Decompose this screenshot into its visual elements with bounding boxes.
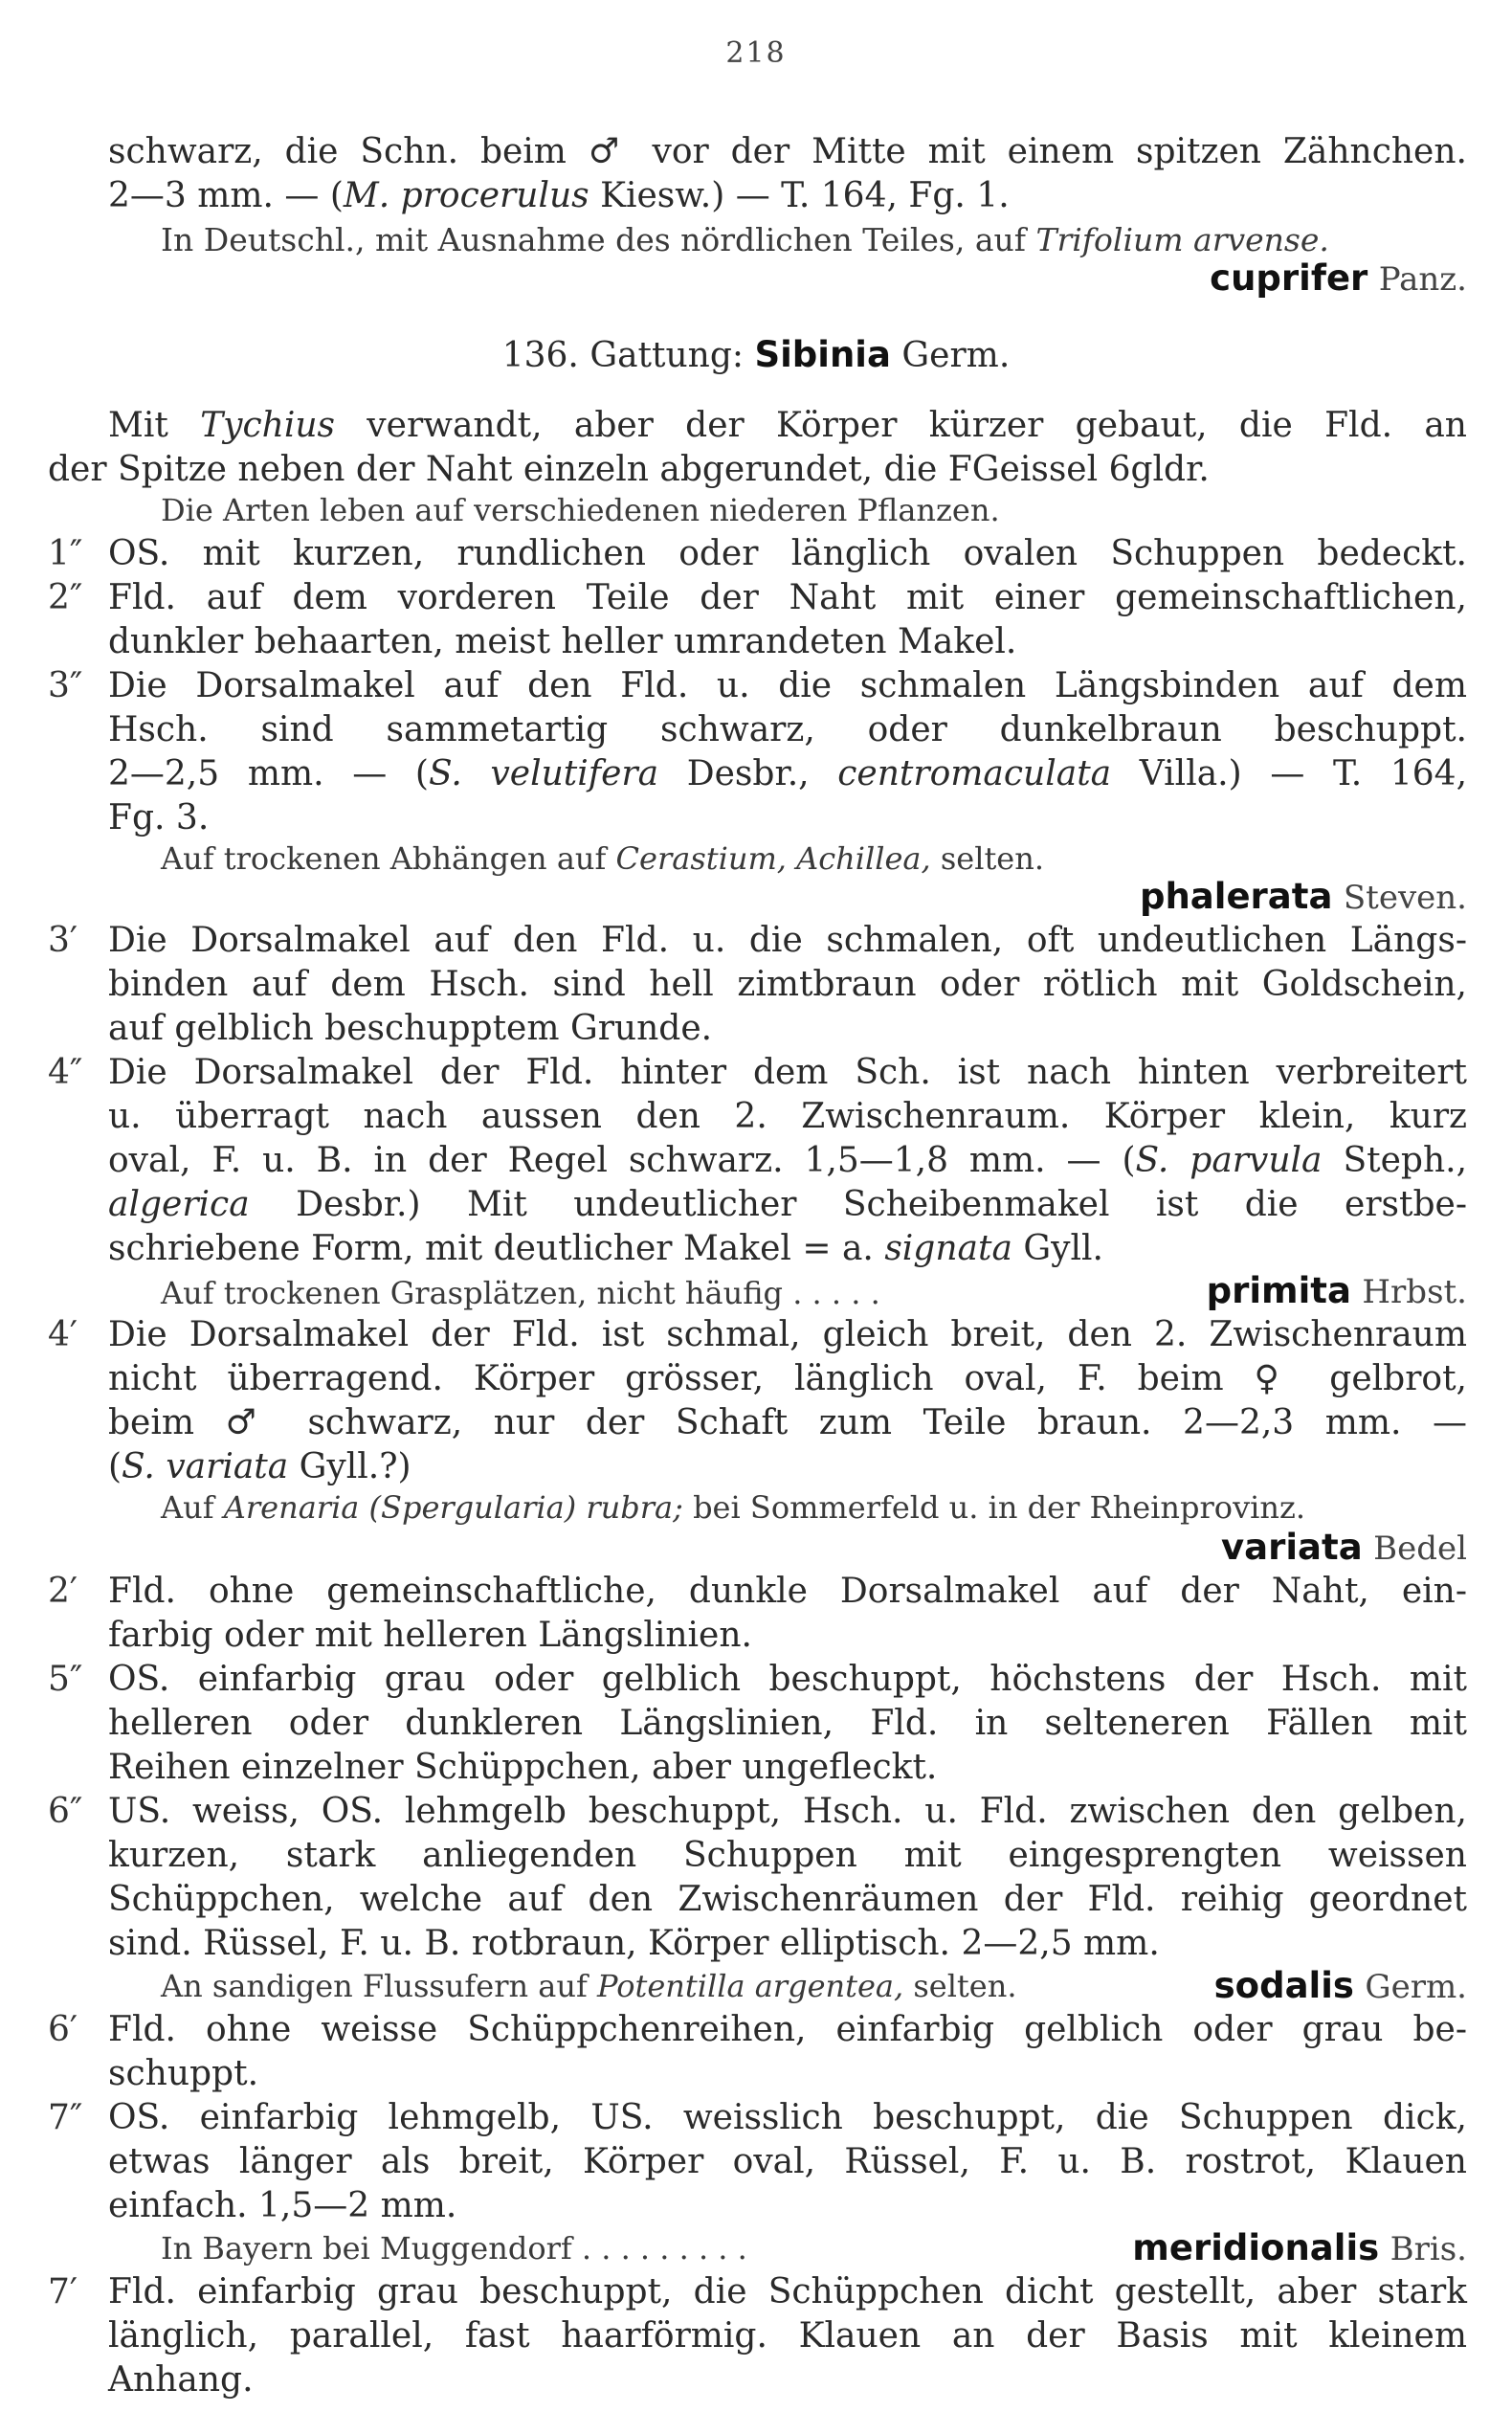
text-line: Auf trockenen Grasplätzen, nicht häufig . . . . . <box>161 1275 880 1311</box>
species-entry <box>1210 257 1467 301</box>
text-line: schwarz, die Schn. beim ♂ vor der Mitte mit einem spitzen Zähnchen. <box>108 132 1467 171</box>
key-number: 3″ <box>48 666 83 705</box>
key-number: 6″ <box>48 1792 83 1831</box>
text-line: Fld. einfarbig grau beschuppt, die Schüppchen dicht gestellt, aber stark <box>108 2272 1467 2311</box>
species-entry <box>1214 1964 1467 2009</box>
species-name: phalerata <box>1139 876 1333 917</box>
species-author: Germ. <box>1365 1968 1467 2006</box>
text-line: beim ♂ schwarz, nur der Schaft zum Teile braun. 2—2,3 mm. — <box>108 1403 1467 1442</box>
text-line: schuppt. <box>108 2054 259 2093</box>
key-number: 2′ <box>48 1572 78 1611</box>
key-number: 4″ <box>48 1053 83 1092</box>
page-number: 218 <box>725 36 787 70</box>
text-line: helleren oder dunkleren Längslinien, Fld. in selteneren Fällen mit <box>108 1704 1467 1743</box>
text-line: In Bayern bei Muggendorf . . . . . . . . . <box>161 2230 747 2267</box>
text-line: farbig oder mit helleren Längslinien. <box>108 1616 752 1655</box>
text-line: Hsch. sind sammetartig schwarz, oder dunkelbraun beschuppt. <box>108 710 1467 749</box>
text-line: 2—3 mm. — (M. procerulus Kiesw.) — T. 164, Fg. 1. <box>108 176 1010 215</box>
species-entry <box>1140 875 1467 920</box>
species-entry <box>1221 1526 1467 1571</box>
text-line: dunkler behaarten, meist heller umrandeten Makel. <box>108 622 1017 661</box>
text-line: auf gelblich beschupptem Grunde. <box>108 1009 713 1048</box>
text-line: Reihen einzelner Schüppchen, aber ungefleckt. <box>108 1748 938 1787</box>
species-entry <box>1132 2226 1467 2271</box>
text-line: Die Arten leben auf verschiedenen niederen Pflanzen. <box>161 492 1000 528</box>
species-author: Panz. <box>1378 260 1467 299</box>
species-entry <box>1207 1269 1467 1314</box>
text-line: einfach. 1,5—2 mm. <box>108 2186 457 2225</box>
species-name: cuprifer <box>1210 257 1368 299</box>
key-number: 7″ <box>48 2098 83 2137</box>
species-name: variata <box>1221 1527 1363 1568</box>
text-line: In Deutschl., mit Ausnahme des nördlichen Teiles, auf Trifolium arvense. <box>161 221 1329 258</box>
text-line: Mit Tychius verwandt, aber der Körper kürzer gebaut, die Fld. an <box>108 406 1467 445</box>
text-line: An sandigen Flussufern auf Potentilla argentea, selten. <box>161 1968 1017 2004</box>
text-line: u. überragt nach aussen den 2. Zwischenraum. Körper klein, kurz <box>108 1097 1467 1136</box>
genus-heading: 136. Gattung: Sibinia Germ. <box>501 334 1011 375</box>
key-number: 5″ <box>48 1660 83 1699</box>
species-author: Bedel <box>1373 1530 1467 1568</box>
species-name: meridionalis <box>1132 2227 1380 2268</box>
text-line: OS. einfarbig lehmgelb, US. weisslich beschuppt, die Schuppen dick, <box>108 2098 1467 2137</box>
text-line: nicht überragend. Körper grösser, länglich oval, F. beim ♀ gelbrot, <box>108 1359 1467 1398</box>
text-line: US. weiss, OS. lehmgelb beschuppt, Hsch. u. Fld. zwischen den gelben, <box>108 1792 1467 1831</box>
text-line: Die Dorsalmakel auf den Fld. u. die schmalen Längsbinden auf dem <box>108 666 1467 705</box>
text-line: binden auf dem Hsch. sind hell zimtbraun oder rötlich mit Goldschein, <box>108 965 1467 1004</box>
text-line: oval, F. u. B. in der Regel schwarz. 1,5—1,8 mm. — (S. parvula Steph., <box>108 1141 1468 1180</box>
text-line: Anhang. <box>108 2360 254 2400</box>
text-line: Schüppchen, welche auf den Zwischenräumen der Fld. reihig geordnet <box>108 1880 1467 1919</box>
species-author: Bris. <box>1390 2230 1467 2268</box>
key-number: 2″ <box>48 578 83 617</box>
text-line: etwas länger als breit, Körper oval, Rüssel, F. u. B. rostrot, Klauen <box>108 2142 1467 2181</box>
species-author: Hrbst. <box>1362 1273 1467 1311</box>
text-line: Auf Arenaria (Spergularia) rubra; bei Sommerfeld u. in der Rheinprovinz. <box>161 1489 1306 1526</box>
text-line: länglich, parallel, fast haarförmig. Klauen an der Basis mit kleinem <box>108 2316 1467 2356</box>
text-line: Fld. auf dem vorderen Teile der Naht mit einer gemeinschaftlichen, <box>108 578 1467 617</box>
key-number: 7′ <box>48 2272 78 2311</box>
text-line: kurzen, stark anliegenden Schuppen mit eingesprengten weissen <box>108 1836 1467 1875</box>
text-line: der Spitze neben der Naht einzeln abgerundet, die FGeissel 6gldr. <box>48 450 1210 489</box>
text-line: OS. einfarbig grau oder gelblich beschuppt, höchstens der Hsch. mit <box>108 1660 1467 1699</box>
text-line: Die Dorsalmakel auf den Fld. u. die schmalen, oft undeutlichen Längs- <box>108 921 1467 960</box>
text-line: Fld. ohne weisse Schüppchenreihen, einfarbig gelblich oder grau be- <box>108 2010 1467 2049</box>
species-name: sodalis <box>1213 1965 1354 2006</box>
text-line: Fld. ohne gemeinschaftliche, dunkle Dorsalmakel auf der Naht, ein- <box>108 1572 1467 1611</box>
text-line: (S. variata Gyll.?) <box>108 1447 411 1486</box>
text-line: OS. mit kurzen, rundlichen oder länglich ovalen Schuppen bedeckt. <box>108 534 1467 573</box>
key-number: 6′ <box>48 2010 78 2049</box>
species-author: Steven. <box>1343 879 1467 917</box>
key-number: 4′ <box>48 1315 78 1354</box>
text-line: Fg. 3. <box>108 798 210 837</box>
text-line: Auf trockenen Abhängen auf Cerastium, Achillea, selten. <box>161 840 1045 877</box>
species-name: primita <box>1206 1270 1351 1311</box>
key-number: 1″ <box>48 534 83 573</box>
text-line: Die Dorsalmakel der Fld. ist schmal, gleich breit, den 2. Zwischenraum <box>108 1315 1467 1354</box>
text-line: algerica Desbr.) Mit undeutlicher Scheibenmakel ist die erstbe- <box>108 1185 1467 1224</box>
text-line: schriebene Form, mit deutlicher Makel = a. signata Gyll. <box>108 1229 1103 1268</box>
text-line: sind. Rüssel, F. u. B. rotbraun, Körper elliptisch. 2—2,5 mm. <box>108 1924 1160 1963</box>
text-line: 2—2,5 mm. — (S. velutifera Desbr., centromaculata Villa.) — T. 164, <box>108 754 1468 793</box>
key-number: 3′ <box>48 921 78 960</box>
text-line: Die Dorsalmakel der Fld. hinter dem Sch. ist nach hinten verbreitert <box>108 1053 1467 1092</box>
